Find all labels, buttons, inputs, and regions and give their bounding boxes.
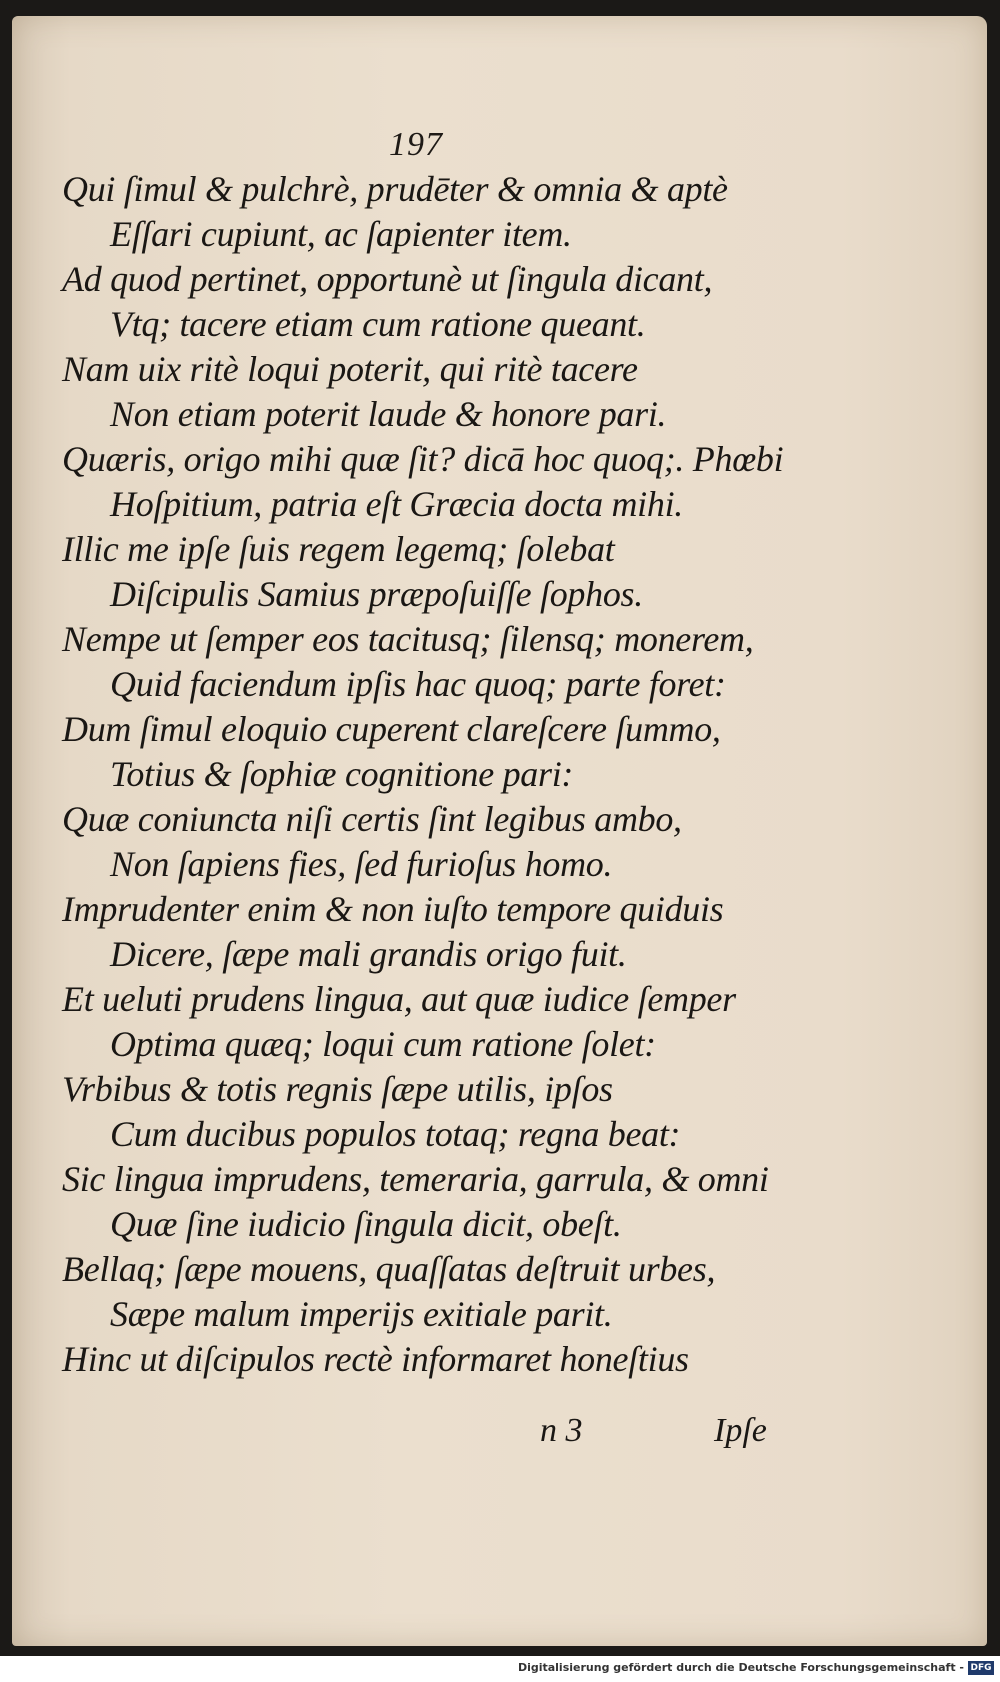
verse-line: Quid faciendum ipſis hac quoq; parte foret:	[110, 664, 726, 704]
verse-line: Imprudenter enim & non iuſto tempore quiduis	[62, 889, 724, 929]
verse-line: Quæ ſine iudicio ſingula dicit, obeſt.	[110, 1204, 622, 1244]
catchword: Ipſe	[714, 1412, 767, 1449]
verse-line: Dum ſimul eloquio cuperent clareſcere ſummo,	[62, 709, 721, 749]
verse-line: Totius & ſophiæ cognitione pari:	[110, 754, 574, 794]
verse-line: Optima quæq; loqui cum ratione ſolet:	[110, 1024, 656, 1064]
verse-line: Vrbibus & totis regnis ſæpe utilis, ipſos	[62, 1069, 613, 1109]
page-footer	[12, 1412, 987, 1457]
signature-mark: n 3	[540, 1412, 583, 1449]
verse-line: Eſſari cupiunt, ac ſapienter item.	[110, 214, 572, 254]
verse-line: Nam uix ritè loqui poterit, qui ritè tacere	[62, 349, 638, 389]
verse-line: Nempe ut ſemper eos tacitusq; ſilensq; monerem,	[62, 619, 754, 659]
verse-line: Vtq; tacere etiam cum ratione queant.	[110, 304, 646, 344]
verse-line: Illic me ipſe ſuis regem legemq; ſolebat	[62, 529, 615, 569]
verse-line: Bellaq; ſæpe mouens, quaſſatas deſtruit urbes,	[62, 1249, 716, 1289]
verse-line: Hinc ut diſcipulos rectè informaret honeſtius	[62, 1339, 689, 1379]
verse-line: Et ueluti prudens lingua, aut quæ iudice ſemper	[62, 979, 736, 1019]
verse-line: Quæ coniuncta niſi certis ſint legibus ambo,	[62, 799, 682, 839]
book-page	[12, 16, 987, 1646]
verse-line: Quæris, origo mihi quæ ſit? dicā hoc quoq;. Phœbi	[62, 439, 784, 479]
verse-line: Dicere, ſæpe mali grandis origo fuit.	[110, 934, 627, 974]
verse-line: Sæpe malum imperijs exitiale parit.	[110, 1294, 613, 1334]
verse-line: Hoſpitium, patria eſt Græcia docta mihi.	[110, 484, 683, 524]
dfg-credit-text: Digitalisierung gefördert durch die Deutsche Forschungsgemeinschaft -	[517, 1661, 964, 1674]
verse-line: Non etiam poterit laude & honore pari.	[110, 394, 667, 434]
verse-block	[12, 167, 987, 1382]
verse-line: Qui ſimul & pulchrè, prudēter & omnia & aptè	[62, 169, 728, 209]
dfg-logo-icon: DFG	[968, 1661, 994, 1675]
credit-strip	[0, 1656, 1000, 1682]
verse-line: Ad quod pertinet, opportunè ut ſingula dicant,	[62, 259, 713, 299]
page-number: 197	[389, 126, 443, 163]
verse-line: Cum ducibus populos totaq; regna beat:	[110, 1114, 681, 1154]
verse-line: Diſcipulis Samius præpoſuiſſe ſophos.	[110, 574, 643, 614]
verse-line: Sic lingua imprudens, temeraria, garrula, & omni	[62, 1159, 769, 1199]
verse-line: Non ſapiens fies, ſed furioſus homo.	[110, 844, 613, 884]
